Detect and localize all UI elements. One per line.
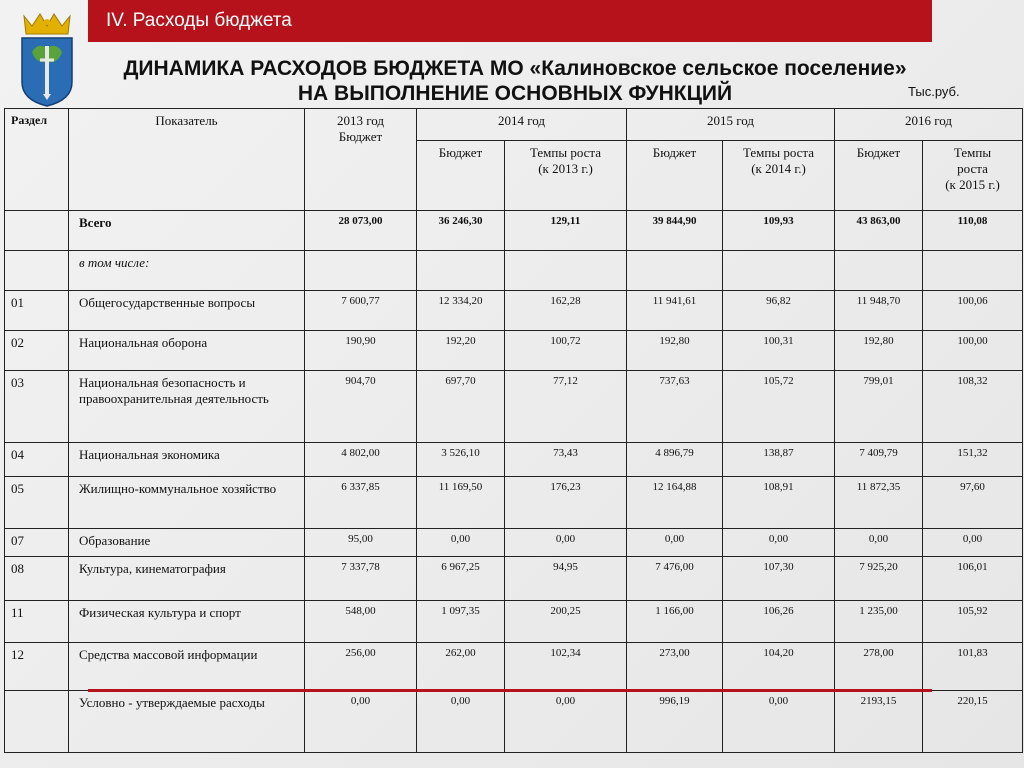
cell-value: 256,00 — [305, 643, 417, 691]
table-row-including — [5, 251, 1023, 291]
header-2016-budget: Бюджет — [835, 141, 923, 211]
header-2013-budget: Бюджет — [338, 129, 383, 144]
section-code: 04 — [5, 443, 69, 477]
header-2016-growth-l1: Темпы — [953, 145, 992, 160]
section-code — [5, 251, 69, 291]
cell-value: 77,12 — [505, 371, 627, 443]
header-2014-growth-l2: (к 2013 г.) — [538, 161, 593, 176]
cell-value: 39 844,90 — [627, 211, 723, 251]
header-2013-year: 2013 год — [337, 113, 384, 128]
row-label: Национальная экономика — [69, 443, 305, 477]
cell-value: 106,01 — [923, 557, 1023, 601]
cell-value: 97,60 — [923, 477, 1023, 529]
header-section: Раздел — [5, 109, 69, 211]
cell-value: 105,72 — [723, 371, 835, 443]
cell-value: 138,87 — [723, 443, 835, 477]
budget-table — [4, 108, 1023, 753]
cell-value: 11 941,61 — [627, 291, 723, 331]
table-row — [5, 691, 1023, 753]
header-2015-growth — [723, 141, 835, 211]
section-code: 05 — [5, 477, 69, 529]
cell-value: 697,70 — [417, 371, 505, 443]
cell-value: 12 334,20 — [417, 291, 505, 331]
cell-value: 7 337,78 — [305, 557, 417, 601]
cell-value: 799,01 — [835, 371, 923, 443]
row-label: Условно - утверждаемые расходы — [69, 691, 305, 753]
coat-of-arms-icon — [18, 12, 76, 108]
section-code — [5, 211, 69, 251]
accent-line — [88, 689, 932, 692]
cell-value: 106,26 — [723, 601, 835, 643]
cell-value: 105,92 — [923, 601, 1023, 643]
section-code — [5, 691, 69, 753]
cell-value: 107,30 — [723, 557, 835, 601]
cell-value: 1 097,35 — [417, 601, 505, 643]
cell-value: 190,90 — [305, 331, 417, 371]
cell-value: 1 166,00 — [627, 601, 723, 643]
cell-value: 192,80 — [627, 331, 723, 371]
table-row — [5, 291, 1023, 331]
table-row — [5, 331, 1023, 371]
cell-value: 6 337,85 — [305, 477, 417, 529]
cell-value: 278,00 — [835, 643, 923, 691]
cell-value: 200,25 — [505, 601, 627, 643]
cell-value: 3 526,10 — [417, 443, 505, 477]
cell-value: 162,28 — [505, 291, 627, 331]
cell-value: 7 476,00 — [627, 557, 723, 601]
cell-value: 548,00 — [305, 601, 417, 643]
cell-value: 737,63 — [627, 371, 723, 443]
row-label: Средства массовой информации — [69, 643, 305, 691]
cell-value: 7 925,20 — [835, 557, 923, 601]
table-row-total — [5, 211, 1023, 251]
cell-value: 0,00 — [723, 529, 835, 557]
cell-value: 151,32 — [923, 443, 1023, 477]
table-row — [5, 643, 1023, 691]
cell-value: 110,08 — [923, 211, 1023, 251]
header-2014: 2014 год — [417, 109, 627, 141]
section-banner — [88, 0, 932, 42]
cell-value: 73,43 — [505, 443, 627, 477]
cell-value: 100,06 — [923, 291, 1023, 331]
row-label: Культура, кинематография — [69, 557, 305, 601]
cell-value: 11 872,35 — [835, 477, 923, 529]
row-label: Жилищно-коммунальное хозяйство — [69, 477, 305, 529]
row-label: Национальная безопасность и правоохранительная деятельность — [69, 371, 305, 443]
cell-value: 0,00 — [627, 529, 723, 557]
header-2014-growth-l1: Темпы роста — [529, 145, 602, 160]
header-2015-growth-l1: Темпы роста — [742, 145, 815, 160]
cell-value: 94,95 — [505, 557, 627, 601]
cell-value: 28 073,00 — [305, 211, 417, 251]
cell-value: 1 235,00 — [835, 601, 923, 643]
cell-value: 7 600,77 — [305, 291, 417, 331]
header-2016-growth-l3: (к 2015 г.) — [945, 177, 1000, 192]
section-code: 08 — [5, 557, 69, 601]
table-row — [5, 443, 1023, 477]
cell-value: 101,83 — [923, 643, 1023, 691]
row-label: Национальная оборона — [69, 331, 305, 371]
cell-value: 100,72 — [505, 331, 627, 371]
cell-value: 220,15 — [923, 691, 1023, 753]
cell-value: 192,20 — [417, 331, 505, 371]
header-row-1 — [5, 109, 1023, 141]
cell-value: 129,11 — [505, 211, 627, 251]
cell-value: 192,80 — [835, 331, 923, 371]
cell-value: 96,82 — [723, 291, 835, 331]
section-code: 07 — [5, 529, 69, 557]
section-code: 02 — [5, 331, 69, 371]
header-2013 — [305, 109, 417, 211]
slide-title — [80, 56, 950, 106]
cell-value: 0,00 — [305, 691, 417, 753]
cell-value: 273,00 — [627, 643, 723, 691]
row-label: Общегосударственные вопросы — [69, 291, 305, 331]
cell-value: 0,00 — [505, 691, 627, 753]
cell-value: 109,93 — [723, 211, 835, 251]
section-title: IV. Расходы бюджета — [106, 10, 292, 31]
section-code: 03 — [5, 371, 69, 443]
row-label: Физическая культура и спорт — [69, 601, 305, 643]
header-2014-growth — [505, 141, 627, 211]
cell-value: 36 246,30 — [417, 211, 505, 251]
cell-value: 7 409,79 — [835, 443, 923, 477]
slide-title-line2: НА ВЫПОЛНЕНИЕ ОСНОВНЫХ ФУНКЦИЙ — [297, 82, 733, 105]
row-label: Образование — [69, 529, 305, 557]
table-row — [5, 477, 1023, 529]
cell-value: 100,31 — [723, 331, 835, 371]
cell-value: 0,00 — [417, 529, 505, 557]
header-2015: 2015 год — [627, 109, 835, 141]
cell-value: 0,00 — [923, 529, 1023, 557]
cell-value: 996,19 — [627, 691, 723, 753]
cell-value: 43 863,00 — [835, 211, 923, 251]
cell-value: 0,00 — [417, 691, 505, 753]
section-code: 01 — [5, 291, 69, 331]
cell-value: 0,00 — [835, 529, 923, 557]
cell-value: 102,34 — [505, 643, 627, 691]
header-2016-growth-l2: роста — [957, 161, 988, 176]
cell-value: 4 802,00 — [305, 443, 417, 477]
cell-value: 11 948,70 — [835, 291, 923, 331]
table-row — [5, 601, 1023, 643]
row-label: в том числе: — [69, 251, 305, 291]
header-2015-budget: Бюджет — [627, 141, 723, 211]
table-row — [5, 371, 1023, 443]
cell-value: 2193,15 — [835, 691, 923, 753]
cell-value: 95,00 — [305, 529, 417, 557]
cell-value: 11 169,50 — [417, 477, 505, 529]
table-row — [5, 529, 1023, 557]
cell-value: 6 967,25 — [417, 557, 505, 601]
header-2016: 2016 год — [835, 109, 1023, 141]
header-2014-budget: Бюджет — [417, 141, 505, 211]
cell-value: 904,70 — [305, 371, 417, 443]
units-label: Тыс.руб. — [908, 84, 960, 99]
section-code: 11 — [5, 601, 69, 643]
header-indicator: Показатель — [69, 109, 305, 211]
cell-value: 0,00 — [505, 529, 627, 557]
cell-value: 108,91 — [723, 477, 835, 529]
table-row — [5, 557, 1023, 601]
cell-value: 262,00 — [417, 643, 505, 691]
row-label: Всего — [69, 211, 305, 251]
cell-value: 108,32 — [923, 371, 1023, 443]
cell-value: 4 896,79 — [627, 443, 723, 477]
cell-value: 176,23 — [505, 477, 627, 529]
section-code: 12 — [5, 643, 69, 691]
header-2016-growth — [923, 141, 1023, 211]
cell-value: 12 164,88 — [627, 477, 723, 529]
cell-value: 0,00 — [723, 691, 835, 753]
cell-value: 104,20 — [723, 643, 835, 691]
slide-title-line1: ДИНАМИКА РАСХОДОВ БЮДЖЕТА МО «Калиновское сельское поселение» — [123, 57, 907, 80]
cell-value: 100,00 — [923, 331, 1023, 371]
header-2015-growth-l2: (к 2014 г.) — [751, 161, 806, 176]
